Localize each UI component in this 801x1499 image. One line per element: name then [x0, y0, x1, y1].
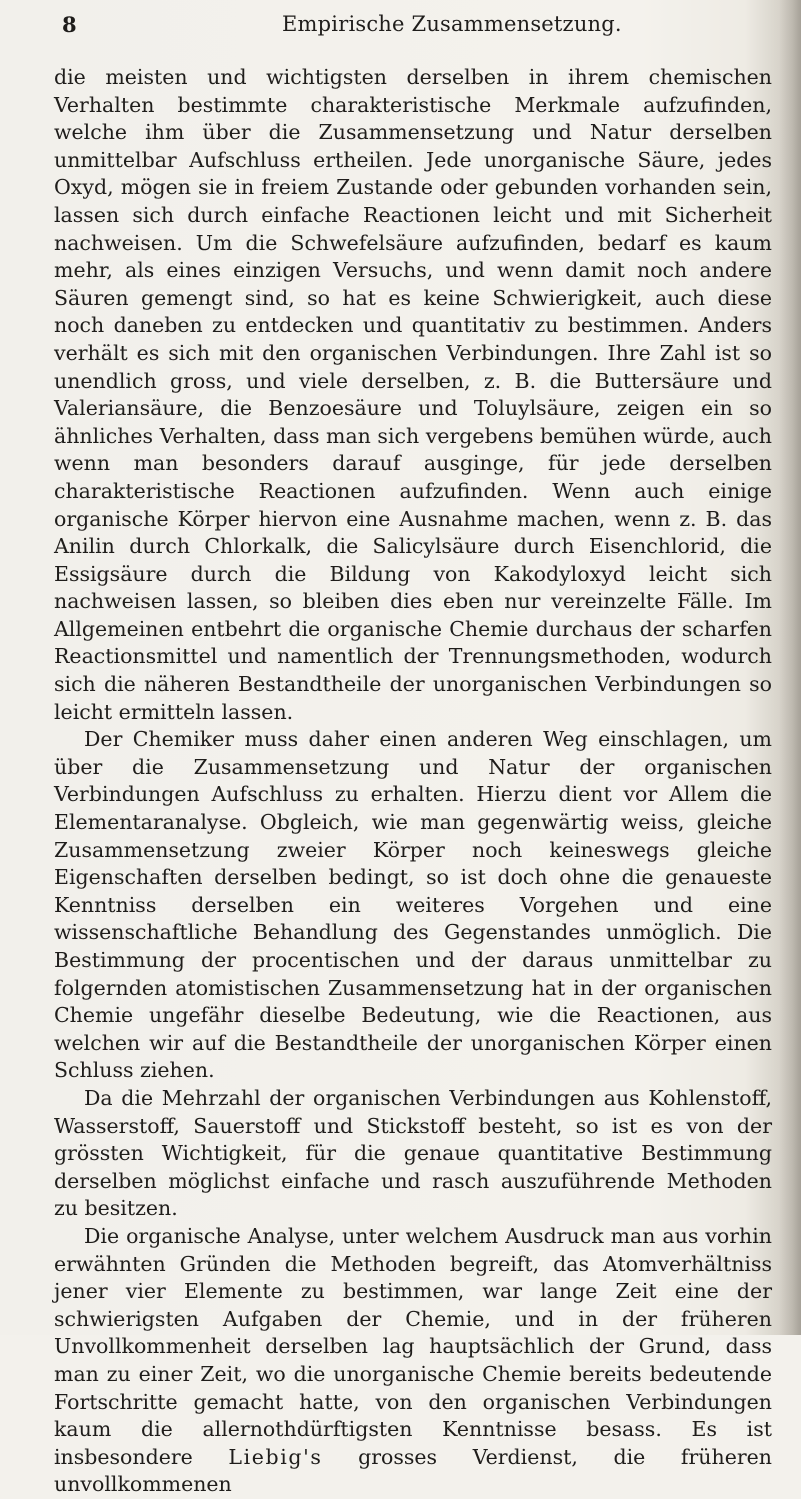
paragraph-1 [54, 64, 772, 726]
paragraph-2 [54, 726, 772, 1085]
paragraph-3 [54, 1085, 772, 1223]
paragraph-text: Da die Mehrzahl der organischen Verbindungen aus Kohlenstoff, Wasserstoff, Sauerstoff und Stickstoff besteht, so ist es von der grössten Wichtigkeit, für die genaue quantitative Bestimmung derselben möglichst einfache und rasch auszuführende Methoden zu besitzen. [54, 1085, 772, 1221]
paragraph-4 [54, 1223, 772, 1499]
paragraph-text: Der Chemiker muss daher einen anderen Weg einschlagen, um über die Zusammensetzung und Natur der organischen Verbindungen Aufschluss zu erhalten. Hierzu dient vor Allem die Elementaranalyse. Obgleich, wie man gegenwärtig weiss, gleiche Zusammensetzung zweier Körper noch keineswegs gleiche Eigenschaften derselben bedingt, so ist doch ohne die genaueste Kenntniss derselben ein weiteres Vorgehen und eine wissenschaftliche Behandlung des Gegenstandes unmöglich. Die Bestimmung der procentischen und der daraus unmittelbar zu folgernden atomistischen Zusammensetzung hat in der organischen Chemie ungefähr dieselbe Bedeutung, wie die Reactionen, aus welchen wir auf die Bestandtheile der unorganischen Körper einen Schluss ziehen. [54, 727, 772, 1083]
author-name-liebig: Liebig's [228, 1444, 323, 1469]
page-edge-shadow [779, 0, 801, 1335]
page-header [62, 12, 777, 42]
paragraph-text: die meisten und wichtigsten derselben in ihrem chemischen Verhalten bestimmte charakteristische Merkmale aufzufinden, welche ihm über die Zusammensetzung und Natur derselben unmittelbar Aufschluss ertheilen. Jede unorganische Säure, jedes Oxyd, mögen sie in freiem Zustande oder gebunden vorhanden sein, lassen sich durch einfache Reactionen leicht und mit Sicherheit nachweisen. Um die Schwefelsäure aufzufinden, bedarf es kaum mehr, als eines einzigen Versuchs, und wenn damit noch andere Säuren gemengt sind, so hat es keine Schwierigkeit, auch diese noch daneben zu entdecken und quantitativ zu bestimmen. Anders verhält es sich mit den organischen Verbindungen. Ihre Zahl ist so unendlich gross, und viele derselben, z. B. die Buttersäure und Valeriansäure, die Benzoesäure und Toluylsäure, zeigen ein so ähnliches Verhalten, dass man sich vergebens bemühen würde, auch wenn man besonders darauf ausginge, für jede derselben charakteristische Reactionen aufzufinden. Wenn auch einige organische Körper hiervon eine Ausnahme machen, wenn z. B. das Anilin durch Chlorkalk, die Salicylsäure durch Eisenchlorid, die Essigsäure durch die Bildung von Kakodyloxyd leicht sich nachweisen lassen, so bleiben dies eben nur vereinzelte Fälle. Im Allgemeinen entbehrt die organische Chemie durchaus der scharfen Reactionsmittel und namentlich der Trennungsmethoden, wodurch sich die näheren Bestandtheile der unorganischen Verbindungen so leicht ermitteln lassen. [54, 65, 772, 724]
paragraph-text: Die organische Analyse, unter welchem Ausdruck man aus vorhin erwähnten Gründen die Methoden begreift, das Atomverhältniss jener vier Elemente zu bestimmen, war lange Zeit eine der schwierigsten Aufgaben der Chemie, und in der früheren Unvollkommenheit derselben lag hauptsächlich der Grund, dass man zu einer Zeit, wo die unorganische Chemie bereits bedeutende Fortschritte gemacht hatte, von den organischen Verbindungen kaum die allernothdürftigsten Kenntnisse besass. Es ist insbesondere [54, 1223, 772, 1469]
page-number: 8 [62, 12, 77, 37]
running-title: Empirische Zusammensetzung. [282, 12, 622, 36]
paragraph-text: grosses Verdienst, die früheren unvollkommenen [54, 1444, 772, 1497]
body-text [54, 64, 772, 1499]
